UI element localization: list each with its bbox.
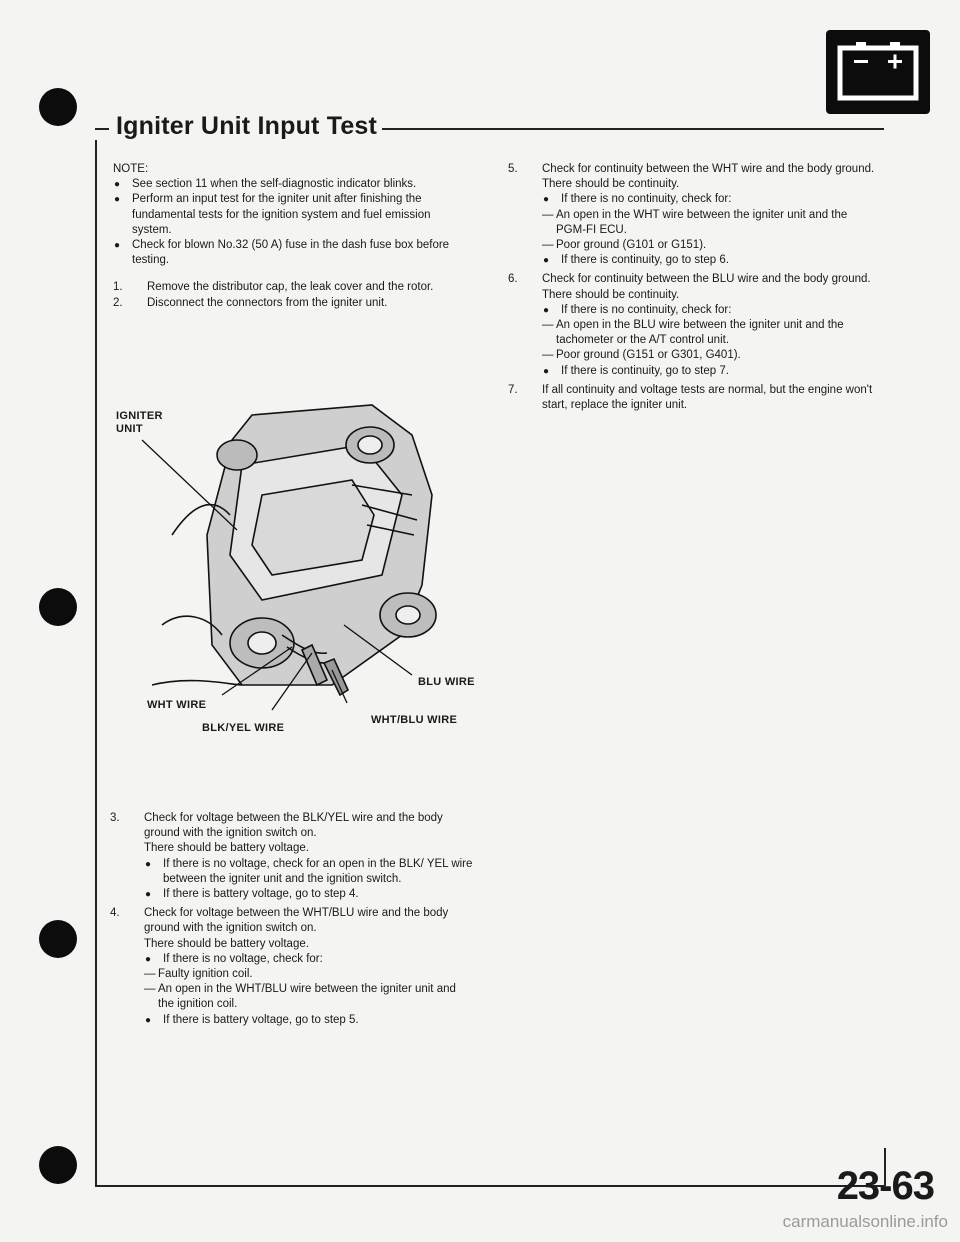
step-dash-item: — Poor ground (G101 or G151). xyxy=(542,238,880,253)
step-text: Check for voltage between the WHT/BLU wire and the body ground with the ignition switch on. xyxy=(144,907,449,935)
right-column xyxy=(508,162,880,413)
step-text: Remove the distributor cap, the leak cover and the rotor. xyxy=(147,281,434,294)
step-expectation: There should be continuity. xyxy=(542,178,680,191)
binder-hole xyxy=(39,920,77,958)
left-column-bottom xyxy=(110,807,475,1028)
label-wht-wire: WHT WIRE xyxy=(147,699,207,711)
step-expectation: There should be battery voltage. xyxy=(144,842,309,855)
step-1 xyxy=(113,280,473,295)
page-title: Igniter Unit Input Test xyxy=(116,112,378,140)
step-dash-item: — An open in the BLU wire between the igniter unit and the tachometer or the A/T control unit. xyxy=(542,318,880,348)
note-label: NOTE: xyxy=(113,163,149,175)
step-bullet: ● If there is no continuity, check for: xyxy=(542,303,880,318)
label-igniter-unit: IGNITER UNIT xyxy=(116,410,163,435)
binder-hole xyxy=(39,1146,77,1184)
step-dash-item: — An open in the WHT/BLU wire between the igniter unit and the ignition coil. xyxy=(144,982,475,1012)
step-text: Check for continuity between the WHT wire and the body ground. xyxy=(542,163,875,175)
note-item: ● Perform an input test for the igniter unit after finishing the fundamental tests for the ignition system and fuel emission system. xyxy=(113,192,473,238)
title-rule-left xyxy=(95,128,109,130)
step-text: Check for voltage between the BLK/YEL wire and the body ground with the ignition switch on. xyxy=(144,812,443,840)
binder-hole xyxy=(39,588,77,626)
step-3 xyxy=(110,811,475,902)
battery-icon xyxy=(826,30,930,114)
step-expectation: There should be battery voltage. xyxy=(144,937,309,950)
step-number: 6. xyxy=(508,273,518,286)
step-text: Check for continuity between the BLU wire and the body ground. xyxy=(542,273,871,286)
step-dash-item: — An open in the WHT wire between the igniter unit and the PGM-FI ECU. xyxy=(542,208,880,238)
step-bullet: ● If there is no voltage, check for an open in the BLK/ YEL wire between the igniter unit and the ignition switch. xyxy=(144,857,475,887)
watermark: carmanualsonline.info xyxy=(782,1212,948,1231)
step-bullet: ● If there is battery voltage, go to step 5. xyxy=(144,1013,475,1028)
step-expectation: There should be continuity. xyxy=(542,288,680,301)
step-text: If all continuity and voltage tests are normal, but the engine won't start, replace the igniter unit. xyxy=(542,383,873,412)
step-bullet: ● If there is no continuity, check for: xyxy=(542,192,880,207)
frame-bottom-border xyxy=(95,1185,885,1187)
step-2 xyxy=(113,296,473,311)
step-5 xyxy=(508,162,880,268)
step-4 xyxy=(110,906,475,1028)
step-number: 3. xyxy=(110,812,120,824)
page-number: 23-63 xyxy=(836,1164,934,1208)
label-blu-wire: BLU WIRE xyxy=(418,676,475,688)
step-bullet: ● If there is continuity, go to step 6. xyxy=(542,253,880,268)
step-number: 1. xyxy=(113,281,123,294)
step-dash-item: — Poor ground (G151 or G301, G401). xyxy=(542,348,880,363)
step-number: 7. xyxy=(508,383,518,396)
left-column-top xyxy=(113,162,473,311)
distributor-illustration xyxy=(112,385,492,745)
step-7 xyxy=(508,383,880,413)
step-bullet: ● If there is continuity, go to step 7. xyxy=(542,364,880,379)
label-wht-blu-wire: WHT/BLU WIRE xyxy=(371,714,458,726)
note-item: ● See section 11 when the self-diagnostic indicator blinks. xyxy=(113,177,473,192)
note-item: ● Check for blown No.32 (50 A) fuse in the dash fuse box before testing. xyxy=(113,238,473,268)
igniter-figure xyxy=(112,385,492,745)
step-text: Disconnect the connectors from the igniter unit. xyxy=(147,296,388,309)
frame-left-border xyxy=(95,140,97,1185)
step-bullet: ● If there is no voltage, check for: xyxy=(144,952,475,967)
title-rule-right xyxy=(382,128,884,130)
step-dash-item: — Faulty ignition coil. xyxy=(144,967,475,982)
step-number: 5. xyxy=(508,163,518,175)
step-bullet: ● If there is battery voltage, go to step 4. xyxy=(144,887,475,902)
step-6 xyxy=(508,272,880,378)
step-number: 4. xyxy=(110,907,120,920)
binder-hole xyxy=(39,88,77,126)
label-blk-yel-wire: BLK/YEL WIRE xyxy=(202,722,285,734)
step-number: 2. xyxy=(113,296,123,309)
